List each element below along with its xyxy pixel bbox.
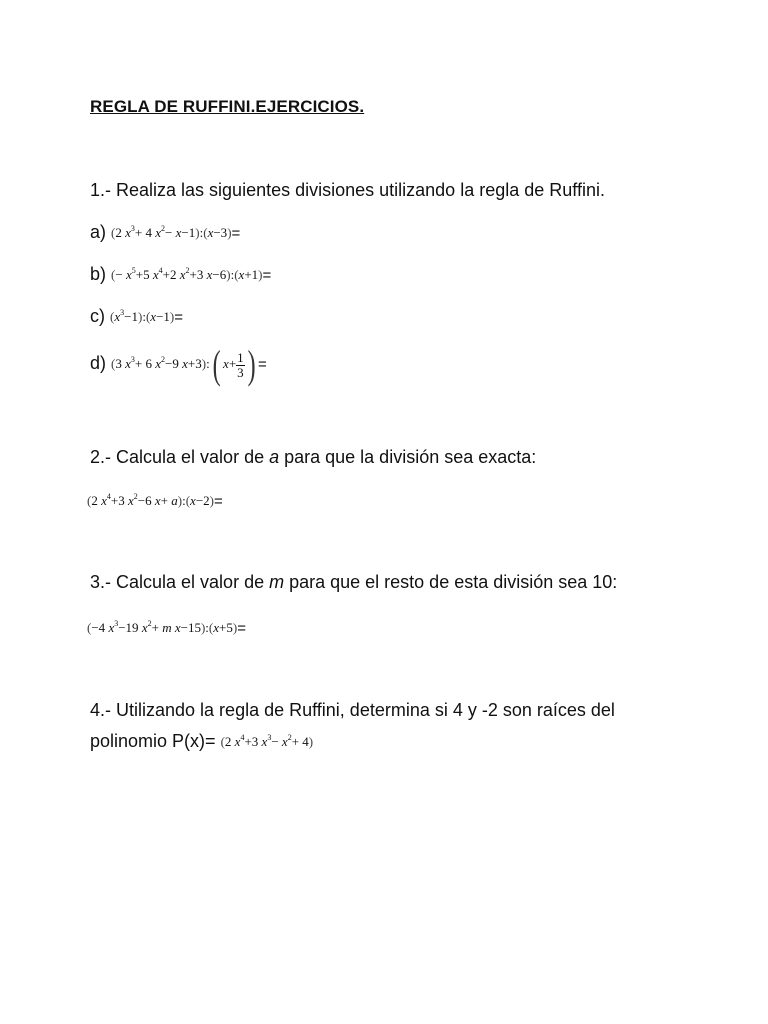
exercise-b: b) (− $x^5+5$ $x^4+2$ $x^2+3$ x−6):(x+1)= <box>90 264 272 284</box>
variable-a: a <box>269 447 280 467</box>
fraction-one-third: $\frac{1}{3}$ <box>237 349 244 380</box>
exercise-a-label: a) <box>90 222 107 242</box>
exercise-c-label: c) <box>90 306 105 326</box>
exercise-d: d) (3 $x^3+ 6$ $x^2-9$ x+3):( x+ $\frac{1}{3}$ ) = <box>90 342 267 387</box>
exercise-d-expression: (3 $x^3+ 6$ $x^2-9$ x+3):( x+ $\frac{1}{3}$ ) <box>111 342 256 387</box>
question-2-expression: (2 $x^4+3$ $x^2-6$ x+ a):(x−2)= <box>87 492 223 510</box>
exercise-a-expression: (2 $x^3+ 4$ $x^2-$ x−1):(x−3) <box>111 224 232 240</box>
question-4-line-1: 4.- Utilizando la regla de Ruffini, determina si 4 y -2 son raíces del <box>90 700 615 720</box>
page-title: REGLA DE RUFFINI.EJERCICIOS. <box>90 97 365 116</box>
question-4-line-2: polinomio P(x)= (2 $x^4+3$ $x^3- x^2+ 4$) <box>90 731 314 751</box>
question-3-expression: (−4 $x^3-19$ $x^2+ m$ x−15):(x+5)= <box>87 619 246 637</box>
variable-m: m <box>269 572 285 592</box>
exercise-c: c) $(x^3-1):(x-1)=$ <box>90 306 184 326</box>
question-1-text: 1.- Realiza las siguientes divisiones utilizando la regla de Ruffini. <box>90 180 605 200</box>
document-page <box>87 0 730 1024</box>
exercise-c-expression: $(x^3-1):(x-1)$ <box>110 308 175 324</box>
exercise-d-label: d) <box>90 352 107 373</box>
exercise-b-expression: (− $x^5+5$ $x^4+2$ $x^2+3$ x−6):(x+1) <box>111 266 263 282</box>
question-2-text: 2.- Calcula el valor de a para que la división sea exacta: <box>90 447 537 467</box>
exercise-b-label: b) <box>90 264 107 284</box>
polynomial-p-expression: (2 $x^4+3$ $x^3- x^2+ 4$) <box>220 733 314 749</box>
exercise-a: a) (2 $x^3+ 4$ $x^2-$ x−1):(x−3)= <box>90 222 241 242</box>
question-3-text: 3.- Calcula el valor de m para que el resto de esta división sea 10: <box>90 572 618 592</box>
